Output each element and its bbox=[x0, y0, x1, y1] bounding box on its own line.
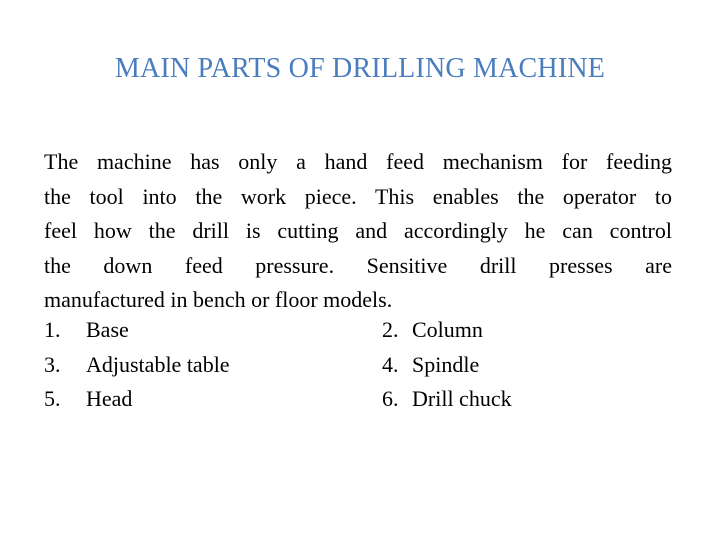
list-item bbox=[382, 313, 483, 348]
item-label: Spindle bbox=[412, 351, 480, 377]
item-label: Column bbox=[412, 317, 483, 342]
item-label: Drill chuck bbox=[412, 386, 512, 411]
parts-row bbox=[44, 348, 644, 383]
item-number: 3. bbox=[44, 351, 61, 377]
slide-title: MAIN PARTS OF DRILLING MACHINE bbox=[114, 53, 606, 84]
item-number: 2. bbox=[382, 317, 399, 342]
list-item bbox=[382, 348, 479, 383]
list-item bbox=[44, 382, 132, 417]
parts-row bbox=[44, 382, 644, 417]
list-item bbox=[382, 382, 512, 417]
description-paragraph bbox=[44, 145, 672, 318]
parts-list bbox=[44, 313, 644, 417]
paragraph-line: feel how the drill is cutting and accordingly he can control bbox=[44, 218, 672, 243]
item-number: 5. bbox=[44, 386, 61, 411]
item-number: 1. bbox=[44, 317, 61, 342]
item-label: Head bbox=[86, 386, 133, 411]
item-number: 4. bbox=[382, 351, 399, 377]
list-item bbox=[44, 313, 129, 348]
item-label: Base bbox=[86, 317, 129, 342]
paragraph-line: the tool into the work piece. This enables the operator to bbox=[44, 183, 672, 209]
parts-row bbox=[44, 313, 644, 348]
paragraph-line: manufactured in bench or floor models. bbox=[44, 287, 393, 312]
paragraph-line: The machine has only a hand feed mechanism for feeding bbox=[44, 149, 672, 174]
paragraph-line: the down feed pressure. Sensitive drill presses are bbox=[44, 252, 672, 278]
item-number: 6. bbox=[382, 386, 399, 411]
item-label: Adjustable table bbox=[86, 351, 230, 377]
list-item bbox=[44, 348, 230, 383]
